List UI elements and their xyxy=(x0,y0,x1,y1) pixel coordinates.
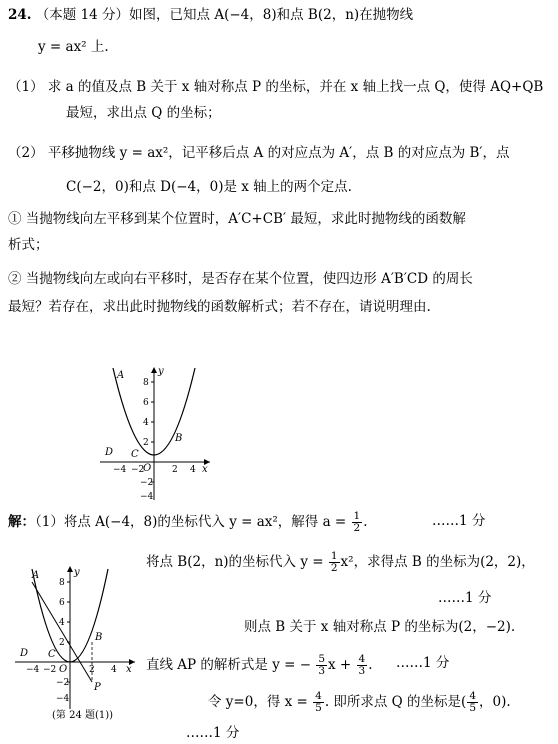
fraction-denominator: 5 xyxy=(315,702,322,714)
problem-statement-line-1 xyxy=(8,6,413,24)
fraction-numerator: 4 xyxy=(469,690,476,702)
question-2-line-b: C(−2，0)和点 D(−4，0)是 x 轴上的两个定点. xyxy=(66,179,352,195)
fraction-numerator: 4 xyxy=(358,653,366,665)
ytick-8: 8 xyxy=(143,378,149,388)
point-a-label: A xyxy=(117,370,125,381)
ytick-minus-4: −4 xyxy=(56,694,70,704)
fraction-four-fifths xyxy=(313,691,324,714)
point-d-label: D xyxy=(105,447,114,458)
solution-step-2-post: x²，求得点 B 的坐标为(2，2)， xyxy=(340,554,535,570)
solution-line-1 xyxy=(8,511,368,534)
fraction-a xyxy=(352,511,363,534)
ytick-6: 6 xyxy=(143,398,149,408)
question-1-line-a: （1） 求 a 的值及点 B 关于 x 轴对称点 P 的坐标，并在 x 轴上找一点 Q，使得 AQ+QB xyxy=(8,79,544,95)
question-2-2-line-b: 最短？若存在，求出此时抛物线的函数解析式；若不存在，请说明理由. xyxy=(8,299,431,315)
fraction-denominator: 2 xyxy=(330,562,338,574)
y-axis-label: y xyxy=(158,366,164,377)
points-3: ……1 分 xyxy=(396,655,450,671)
point-a-label: A xyxy=(32,570,40,581)
fraction-numerator: 1 xyxy=(353,510,361,522)
fraction-denominator: 2 xyxy=(353,522,361,534)
solution-step-1: （1）将点 A(−4，8)的坐标代入 y = ax²，解得 a = xyxy=(35,514,347,530)
solution-step-2: 将点 B(2，n)的坐标代入 y = xyxy=(146,554,324,570)
solution-figure xyxy=(10,561,140,721)
problem-header: （本题 14 分）如图，已知点 A(−4，8)和点 B(2，n)在抛物线 xyxy=(35,7,414,23)
xtick-minus-4: −4 xyxy=(113,465,127,475)
solution-line-3: 则点 B 关于 x 轴对称点 P 的坐标为(2，−2). xyxy=(244,619,516,635)
fraction-denominator: 3 xyxy=(318,665,326,677)
ytick-minus-2: −2 xyxy=(140,478,154,488)
fraction-half xyxy=(329,551,340,574)
origin-label: O xyxy=(59,664,68,675)
xtick-2: 2 xyxy=(89,665,95,675)
ytick-4: 4 xyxy=(143,418,149,428)
point-b-label: B xyxy=(175,433,183,444)
question-2-1-line-a: ① 当抛物线向左平移到某个位置时，A′C+CB′ 最短，求此时抛物线的函数解 xyxy=(8,211,466,227)
solution-step-4-mid: x + xyxy=(328,657,352,673)
ytick-6: 6 xyxy=(59,598,65,608)
origin-label: O xyxy=(143,463,152,474)
y-axis-arrow xyxy=(151,367,157,373)
solution-line-4 xyxy=(146,654,373,677)
question-1-line-b: 最短，求出点 Q 的坐标； xyxy=(66,105,221,121)
point-c-label: C xyxy=(131,449,139,460)
problem-figure xyxy=(95,362,215,502)
solution-line-5 xyxy=(208,691,511,714)
problem-number: 24. xyxy=(8,7,32,23)
xtick-minus-4: −4 xyxy=(26,665,40,675)
points-4: ……1 分 xyxy=(186,725,240,741)
fraction-numerator: 5 xyxy=(318,653,326,665)
ytick-minus-2: −2 xyxy=(56,678,70,688)
period: . xyxy=(363,514,368,530)
ytick-minus-4: −4 xyxy=(140,492,154,502)
fraction-numerator: 4 xyxy=(315,690,322,702)
xtick-2: 2 xyxy=(172,465,178,475)
fraction-five-thirds xyxy=(316,654,327,677)
x-axis-label: x xyxy=(126,664,132,675)
point-b-label: B xyxy=(95,632,103,643)
point-c-label: C xyxy=(48,649,56,660)
fraction-four-thirds xyxy=(357,654,368,677)
x-axis-label: x xyxy=(202,464,208,475)
ytick-4: 4 xyxy=(59,618,65,628)
parabola-formula: y = ax² 上. xyxy=(38,39,109,55)
points-2: ……1 分 xyxy=(438,590,492,606)
figure-caption: (第 24 题(1)) xyxy=(52,710,114,721)
fraction-four-fifths-q xyxy=(467,691,478,714)
question-2-1-line-b: 析式； xyxy=(8,237,49,253)
question-2-2-line-a: ② 当抛物线向左或向右平移时，是否存在某个位置，使四边形 A′B′CD 的周长 xyxy=(8,271,473,287)
point-p-label: P xyxy=(94,682,101,693)
solution-step-5-mid: . 即所求点 Q 的坐标是( xyxy=(324,694,467,710)
ytick-8: 8 xyxy=(59,578,65,588)
points-1: ……1 分 xyxy=(432,513,486,529)
ytick-2: 2 xyxy=(59,638,65,648)
y-axis-arrow xyxy=(67,566,73,572)
xtick-4: 4 xyxy=(190,465,196,475)
solution-step-5-post: ，0). xyxy=(479,694,511,710)
ytick-2: 2 xyxy=(143,438,149,448)
solution-label: 解： xyxy=(8,514,35,530)
point-d-label: D xyxy=(20,648,29,659)
fraction-denominator: 3 xyxy=(358,665,366,677)
fraction-numerator: 1 xyxy=(330,550,338,562)
solution-step-4: 直线 AP 的解析式是 y = − xyxy=(146,657,312,673)
y-axis-label: y xyxy=(74,567,80,578)
solution-step-5: 令 y=0，得 x = xyxy=(208,694,308,710)
xtick-minus-2: −2 xyxy=(43,665,57,675)
fraction-denominator: 5 xyxy=(469,702,476,714)
xtick-minus-2: −2 xyxy=(131,465,145,475)
solution-line-2 xyxy=(146,551,535,574)
xtick-4: 4 xyxy=(111,665,117,675)
question-2-line-a: （2） 平移抛物线 y = ax²，记平移后点 A 的对应点为 A′，点 B 的对应点为 B′，点 xyxy=(8,145,510,161)
period: . xyxy=(368,657,373,673)
